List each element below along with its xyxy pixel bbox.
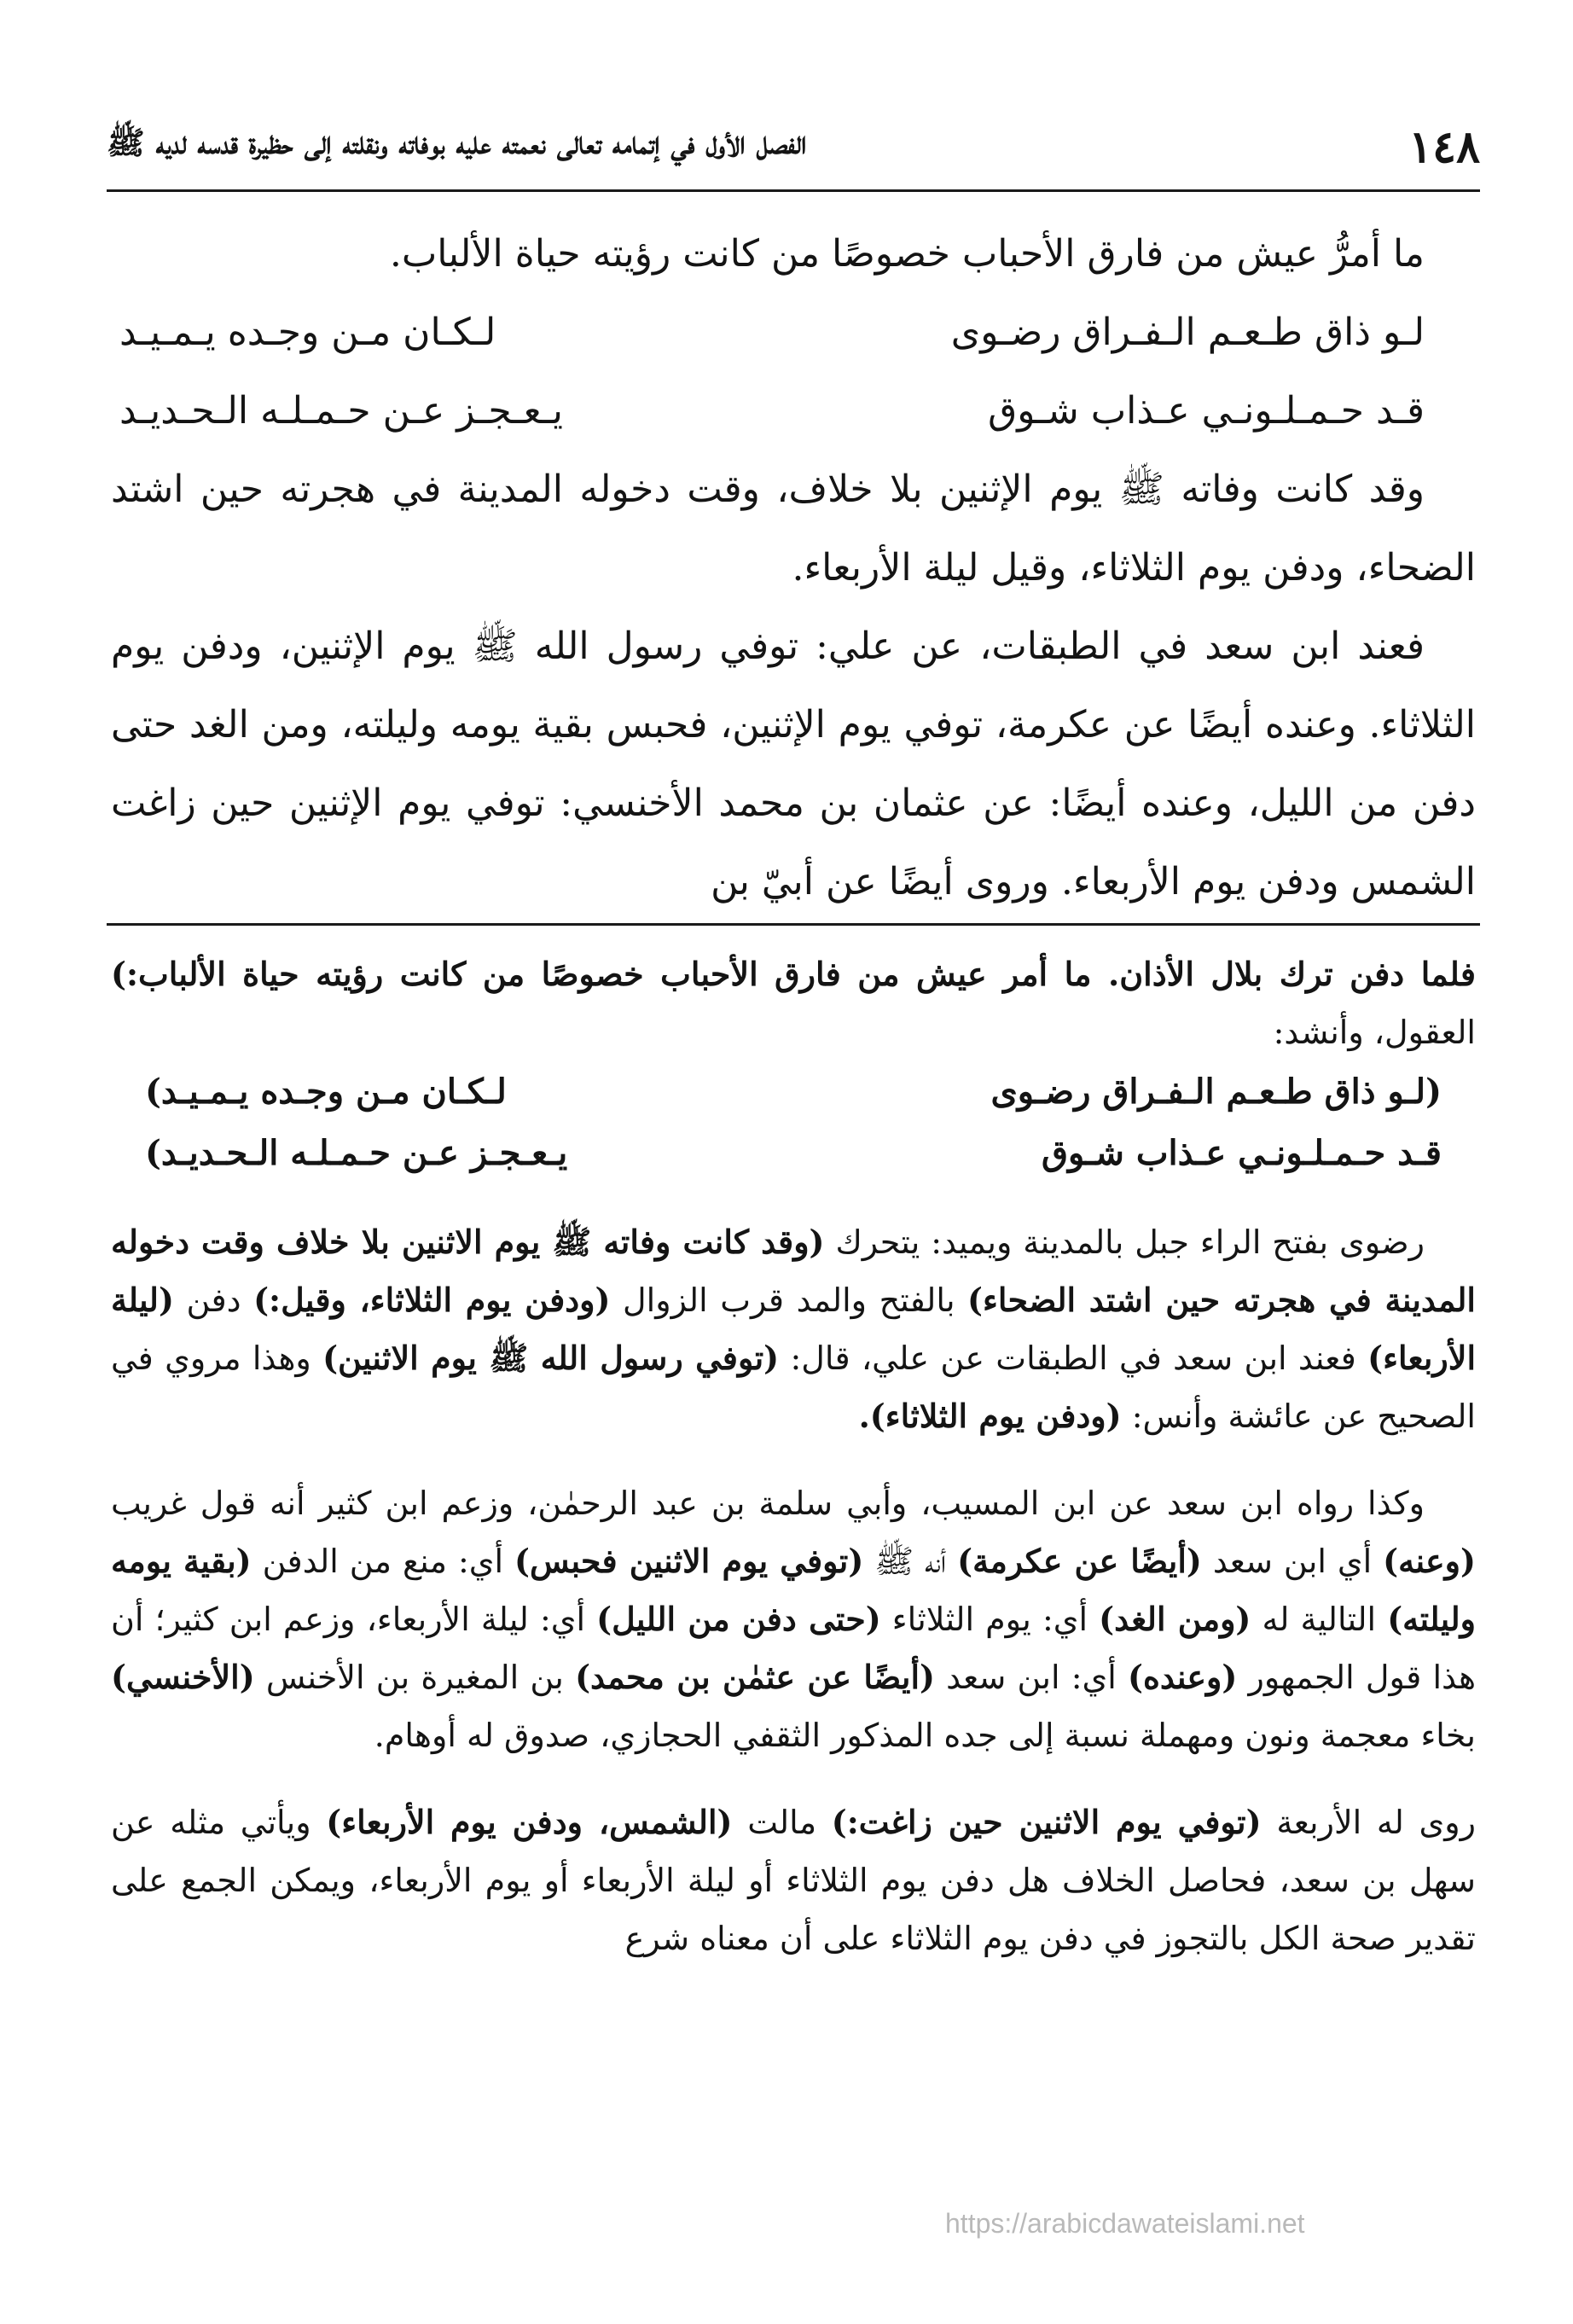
quoted-text: (حتى دفن من الليل) [596,1600,881,1638]
main-text [111,215,1476,921]
quoted-text: (ودفن يوم الثلاثاء). [858,1397,1122,1435]
commentary-text: أي: يوم الثلاثاء [880,1601,1100,1638]
quoted-text: (أيضًا عن عكرمة) [957,1542,1202,1580]
page-number: ١٤٨ [1408,120,1480,173]
commentary [111,945,1476,1967]
quoted-text: (الأخنسي) [111,1658,255,1696]
commentary-text: بالفتح والمد قرب الزوال [610,1281,968,1319]
commentary-text: التالية له [1251,1601,1388,1638]
commentary-text: أي: ابن سعد [935,1659,1129,1696]
main-paragraph-2: وقد كانت وفاته ﷺ يوم الإثنين بلا خلاف، وقت دخوله المدينة في هجرته حين اشتد الضحاء، ودفن يوم الثلاثاء، وقيل ليلة الأربعاء. [111,468,1476,590]
main-paragraph-3: فعند ابن سعد في الطبقات، عن علي: توفي رسول الله ﷺ يوم الإثنين، ودفن يوم الثلاثاء. وعنده أيضًا عن عكرمة، توفي يوم الإثنين، فحبس بقية يومه وليلته، ومن الغد حتى دفن من الليل، وعنده أيضًا: عن عثمان بن محمد الأخنسي: توفي يوم الإثنين حين زاغت الشمس ودفن يوم الأربعاء. وروى أيضًا عن أبيّ بن [111,625,1476,903]
quoted-text: (أيضًا عن عثمٰن بن محمد) [575,1658,935,1696]
verse-line-1 [111,293,1476,372]
commentary-text: مالت [732,1804,832,1841]
commentary-text: بن المغيرة بن الأخنس [254,1659,576,1696]
commentary-text: رضوى بفتح الراء جبل بالمدينة ويميد: يتحرك [824,1223,1425,1261]
quoted-text: (ومن الغد) [1099,1600,1251,1638]
commentary-text: دفن [173,1281,254,1319]
commentary-verse-2-second: يـعـجـز عـن حـمـلـه الـحـديـد) [145,1133,568,1173]
commentary-text: وهذا مروي في الصحيح عن عائشة وأنس: [111,1339,1476,1435]
commentary-paragraph-1 [111,945,1476,1061]
verse-1-second-hemistich: لـكـان مـن وجـده يـمـيـد [119,311,496,354]
commentary-text: أي ابن سعد [1201,1543,1384,1580]
quoted-text: (وقد كانت وفاته ﷺ يوم الاثنين بلا خلاف وقت دخوله المدينة في هجرته حين اشتد الضحاء) [111,1223,1476,1319]
quoted-text: فلما دفن ترك بلال الأذان. ما أمر عيش من فارق الأحباب خصوصًا من كانت رؤيته حياة الألباب:) [111,955,1476,993]
quoted-text: (ودفن يوم الثلاثاء، وقيل:) [253,1281,611,1319]
verse-2-second-hemistich: يـعـجـز عـن حـمـلـه الـحـديـد [119,389,564,433]
commentary-text: فعند ابن سعد في الطبقات عن علي، قال: [779,1339,1368,1377]
running-header [107,109,1480,184]
commentary-text: أي: منع من الدفن [251,1543,515,1580]
commentary-verse-1 [111,1061,1476,1123]
quoted-text: (توفي رسول الله ﷺ يوم الاثنين) [322,1339,780,1377]
commentary-verse-1-first: (لـو ذاق طـعـم الـفـراق رضـوى [990,1072,1442,1112]
quoted-text: (وعنده) [1128,1658,1238,1696]
watermark-url: https://arabicdawateislami.net [945,2208,1305,2239]
quoted-text: (بقية يومه وليلته) [111,1542,1476,1638]
header-divider [107,189,1480,192]
commentary-verse-2-first: قـد حـمـلـونـي عـذاب شـوق [1041,1133,1442,1173]
commentary-paragraph-4 [111,1793,1476,1967]
commentary-text: العقول، وأنشد: [1273,1014,1476,1051]
commentary-paragraph-2 [111,1213,1476,1445]
commentary-text: أي: ليلة الأربعاء، وزعم ابن كثير؛ أن هذا قول الجمهور [111,1601,1476,1696]
chapter-title: الفصل الأول في إتمامه تعالى نعمته عليه بوفاته ونقلته إلى حظيرة قدسه لديه ﷺ [107,124,807,161]
quoted-text: (الشمس، ودفن يوم الأربعاء) [326,1803,733,1841]
commentary-text: ويأتي مثله عن سهل بن سعد، فحاصل الخلاف هل دفن يوم الثلاثاء أو ليلة الأربعاء أو يوم الأربعاء، ويمكن الجمع على تقدير صحة الكل بالتجوز في دفن يوم الثلاثاء على أن معناه شرع [111,1804,1476,1957]
verse-line-2 [111,372,1476,450]
commentary-paragraph-3 [111,1474,1476,1764]
quoted-text: (ليلة الأربعاء) [111,1281,1477,1377]
verse-1-first-hemistich: لـو ذاق طـعـم الـفـراق رضـوى [950,311,1425,354]
footnote-divider [107,923,1480,926]
commentary-verse-2 [111,1123,1476,1184]
commentary-text: أنه ﷺ [863,1543,958,1580]
commentary-text: بخاء معجمة ونون ومهملة نسبة إلى جده المذكور الثقفي الحجازي، صدوق له أوهام. [374,1717,1476,1754]
quoted-text: (وعنه) [1383,1542,1476,1580]
verse-2-first-hemistich: قـد حـمـلـونـي عـذاب شـوق [988,389,1425,433]
commentary-verse-1-second: لـكـان مـن وجـده يـمـيـد) [145,1072,507,1112]
main-line-1: ما أمرُّ عيش من فارق الأحباب خصوصًا من كانت رؤيته حياة الألباب. [389,232,1425,276]
commentary-text: روى له الأربعة [1261,1804,1477,1841]
commentary-text: وكذا رواه ابن سعد عن ابن المسيب، وأبي سلمة بن عبد الرحمٰن، وزعم ابن كثير أنه قول غريب [111,1484,1425,1522]
quoted-text: (توفي يوم الاثنين حين زاغت:) [831,1803,1262,1841]
quoted-text: (توفي يوم الاثنين فحبس) [514,1542,864,1580]
